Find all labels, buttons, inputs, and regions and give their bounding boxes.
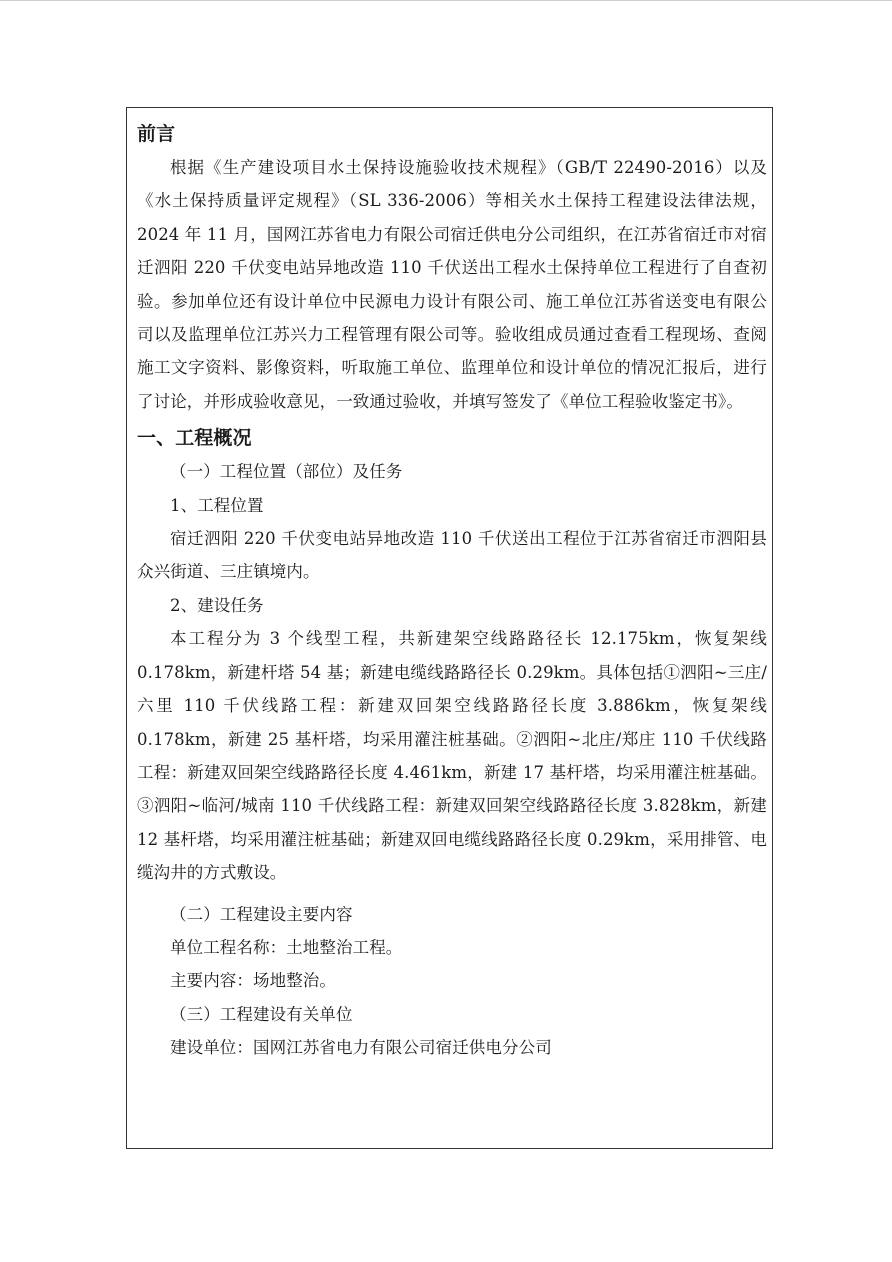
subsection-units-heading: （三）工程建设有关单位 [170, 1004, 353, 1024]
subsection-location-heading: （一）工程位置（部位）及任务 [170, 462, 403, 482]
subsection-main-content-heading: （二）工程建设主要内容 [170, 904, 353, 924]
document-frame [126, 107, 773, 1149]
section-overview-heading: 一、工程概况 [137, 427, 252, 450]
builder-unit-text: 建设单位：国网江苏省电力有限公司宿迁供电分公司 [170, 1038, 552, 1058]
item-location-heading: 1、工程位置 [170, 495, 264, 515]
item-location-text: 宿迁泗阳 220 千伏变电站异地改造 110 千伏送出工程位于江苏省宿迁市泗阳县众兴街道、三庄镇境内。 [137, 529, 767, 582]
document-content [137, 118, 767, 1065]
preface-paragraph: 根据《生产建设项目水土保持设施验收技术规程》（GB/T 22490-2016）以及《水土保持质量评定规程》（SL 336-2006）等相关水土保持工程建设法律法规，2024 年 11 月，国网江苏省电力有限公司宿迁供电分公司组织，在江苏省宿迁市对宿迁泗阳 220 千伏变电站异地改造 110 千伏送出工程水土保持单位工程进行了自查初验。参加单位还有设计单位中民源电力设计有限公司、施工单位江苏省送变电有限公司以及监理单位江苏兴力工程管理有限公司等。验收组成员通过查看工程现场、查阅施工文字资料、影像资料，听取施工单位、监理单位和设计单位的情况汇报后，进行了讨论，并形成验收意见，一致通过验收，并填写签发了《单位工程验收鉴定书》。 [137, 158, 767, 411]
page-top-rule [0, 0, 892, 1]
item-tasks-heading: 2、建设任务 [170, 595, 264, 615]
preface-heading: 前言 [137, 123, 176, 145]
item-tasks-text: 本工程分为 3 个线型工程，共新建架空线路路径长 12.175km，恢复架线 0.178km，新建杆塔 54 基；新建电缆线路路径长 0.29km。具体包括①泗阳~三庄/六里 110 千伏线路工程：新建双回架空线路路径长度 3.886km，恢复架线 0.178km，新建 25 基杆塔，均采用灌注桩基础。②泗阳~北庄/郑庄 110 千伏线路工程：新建双回架空线路路径长度 4.461km，新建 17 基杆塔，均采用灌注桩基础。③泗阳~临河/城南 110 千伏线路工程：新建双回架空线路路径长度 3.828km，新建 12 基杆塔，均采用灌注桩基础；新建双回电缆线路路径长度 0.29km，采用排管、电缆沟井的方式敷设。 [137, 629, 767, 883]
main-content-text: 主要内容：场地整治。 [170, 971, 336, 991]
unit-project-name: 单位工程名称：土地整治工程。 [170, 937, 403, 957]
